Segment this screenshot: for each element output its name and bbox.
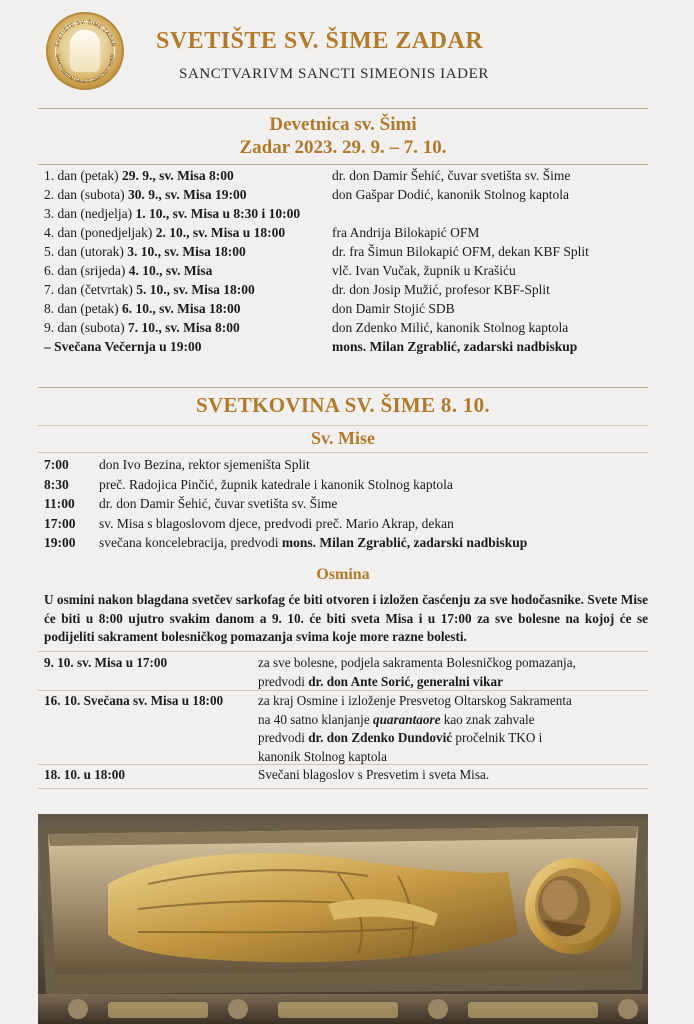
divider (38, 387, 648, 388)
event-line: za kraj Osmine i izloženje Presvetog Oltarskog Sakramenta (258, 693, 572, 708)
novena-row (44, 166, 648, 185)
novena-day-label: 1. dan (petak) (44, 168, 122, 183)
logo-text-bottom: SANCTVARIVM SANCTI SIMEONIS IADER (54, 54, 116, 85)
svg-text:SVETIŠTE SV. ŠIME ZADAR (54, 19, 116, 48)
novena-mass-time: 7. 10., sv. Misa 8:00 (127, 320, 240, 335)
novena-row (44, 299, 648, 318)
event-italic-term: quarantaore (373, 711, 441, 727)
mass-celebrant (99, 455, 310, 475)
mass-celebrant (99, 475, 453, 495)
novena-mass-time: 30. 9., sv. Misa 19:00 (127, 187, 247, 202)
novena-preacher: vlč. Ivan Vučak, župnik u Krašiću (332, 263, 516, 278)
novena-row (44, 318, 648, 337)
mass-row (44, 455, 648, 475)
mass-celebrant-bold: mons. Milan Zgrablić, zadarski nadbiskup (281, 535, 528, 550)
novena-row (44, 337, 648, 356)
event-celebrant: dr. don Zdenko Dundović (308, 730, 453, 745)
novena-mass-time: 4. 10., sv. Misa (128, 263, 213, 278)
novena-preacher: don Zdenko Milić, kanonik Stolnog kaptola (332, 320, 569, 335)
novena-mass-time: 29. 9., sv. Misa 8:00 (121, 168, 234, 183)
event-text: na 40 satno klanjanje (258, 711, 373, 727)
event-date: 16. 10. Svečana sv. Misa u 18:00 (44, 693, 224, 708)
sarcophagus-illustration (38, 814, 648, 1024)
novena-day-label: 3. dan (nedjelja) (44, 206, 136, 221)
novena-day (44, 223, 285, 242)
event-text: kao znak zahvale (440, 711, 535, 727)
novena-row (44, 185, 648, 204)
mass-time: 7:00 (44, 457, 69, 472)
novena-day-label: 4. dan (ponedjeljak) (44, 225, 156, 240)
mass-row (44, 475, 648, 495)
feast-title: SVETKOVINA SV. ŠIME 8. 10. (196, 393, 490, 417)
mass-text: sv. Misa s blagoslovom djece, predvodi preč. Mario Akrap, dekan (99, 515, 454, 531)
event-details (258, 654, 658, 691)
mass-text: don Ivo Bezina, rektor sjemeništa Split (99, 457, 310, 472)
mass-celebrant (99, 514, 454, 534)
divider (38, 651, 648, 652)
event-line (258, 711, 658, 730)
divider (38, 425, 648, 426)
divider (38, 164, 648, 165)
event-line (258, 729, 658, 748)
event-text: predvodi (258, 673, 309, 689)
devetnica-dates: Zadar 2023. 29. 9. – 7. 10. (239, 137, 447, 158)
event-date: 9. 10. sv. Misa u 17:00 (44, 655, 168, 670)
divider (38, 764, 648, 765)
novena-mass-time: 5. 10., sv. Misa 18:00 (136, 282, 255, 297)
novena-day (44, 280, 255, 299)
novena-preacher: dr. fra Šimun Bilokapić OFM, dekan KBF Split (332, 244, 589, 259)
mass-time: 8:30 (44, 476, 69, 492)
novena-row (44, 242, 648, 261)
novena-row (44, 261, 648, 280)
novena-day-label: 7. dan (četvrtak) (44, 282, 137, 297)
novena-day-label: 6. dan (srijeda) (44, 263, 129, 278)
novena-mass-time: 2. 10., sv. Misa u 18:00 (155, 225, 286, 240)
novena-preacher: dr. don Josip Mužić, profesor KBF-Split (332, 282, 550, 297)
devetnica-title: Devetnica sv. Šimi (269, 114, 417, 135)
novena-preacher: don Gašpar Dodić, kanonik Stolnog kaptola (332, 187, 569, 202)
event-line (258, 673, 658, 692)
novena-day-label: 5. dan (utorak) (44, 244, 128, 259)
divider (38, 690, 648, 691)
divider (38, 452, 648, 453)
logo-text-top: SVETIŠTE SV. ŠIME ZADAR (54, 19, 116, 48)
mass-row (44, 533, 648, 553)
novena-day (44, 318, 240, 337)
novena-day (44, 204, 300, 223)
event-line: kanonik Stolnog kaptola (258, 748, 387, 764)
novena-preacher: fra Andrija Bilokapić OFM (332, 225, 480, 240)
novena-day (44, 337, 202, 356)
page-title: SVETIŠTE SV. ŠIME ZADAR (156, 28, 484, 54)
mass-text: dr. don Damir Šehić, čuvar svetišta sv. Šime (99, 496, 338, 511)
page-subtitle: SANCTVARIVM SANCTI SIMEONIS IADER (179, 66, 489, 82)
mass-time: 17:00 (44, 515, 76, 531)
novena-mass-time: 1. 10., sv. Misa u 8:30 i 10:00 (135, 206, 301, 221)
novena-preacher: mons. Milan Zgrablić, zadarski nadbiskup (332, 339, 578, 354)
event-date: 18. 10. u 18:00 (44, 767, 125, 782)
divider (38, 108, 648, 109)
novena-mass-time: Svečana Večernja u 19:00 (54, 339, 202, 354)
mass-time: 11:00 (44, 496, 75, 511)
novena-row (44, 204, 648, 223)
novena-day-label: – (44, 339, 55, 354)
logo-ring-text (48, 14, 122, 88)
novena-day-label: 9. dan (subota) (44, 320, 128, 335)
mass-row (44, 514, 648, 534)
event-text: predvodi (258, 730, 309, 745)
mass-time: 19:00 (44, 535, 76, 550)
novena-day (44, 185, 247, 204)
novena-row (44, 223, 648, 242)
octave-title: Osmina (316, 566, 370, 583)
novena-row (44, 280, 648, 299)
novena-day (44, 299, 240, 318)
mass-celebrant (99, 494, 337, 514)
mass-row (44, 494, 648, 514)
svg-text:SANCTVARIVM SANCTI SIMEONIS IA (55, 53, 115, 84)
mass-celebrant (99, 533, 527, 553)
masses-title: Sv. Mise (310, 428, 375, 448)
novena-mass-time: 6. 10., sv. Misa 18:00 (121, 301, 241, 316)
sanctuary-logo (46, 12, 124, 90)
mass-text: preč. Radojica Pinčić, župnik katedrale i kanonik Stolnog kaptola (99, 476, 453, 492)
event-text: pročelnik TKO i (452, 730, 543, 745)
novena-day (44, 261, 212, 280)
mass-text: svečana koncelebracija, predvodi (99, 535, 282, 550)
sarcophagus-image (38, 814, 648, 1024)
event-celebrant: dr. don Ante Sorić, generalni vikar (308, 673, 503, 689)
divider (38, 788, 648, 789)
novena-schedule (44, 166, 648, 356)
octave-description: U osmini nakon blagdana svetčev sarkofag će biti otvoren i izložen časćenju za sve hodočasnike. Svete Mise će biti u 8:00 ujutro svakim danom a 9. 10. će biti sveta Misa i u 17:00 za sve bolesne na kojoj će se podijeliti sakrament bolesničkog pomazanja svima koje more razne bolesti. (44, 592, 648, 644)
mass-schedule (44, 455, 648, 553)
novena-day (44, 166, 234, 185)
event-line: Svečani blagoslov s Presvetim i sveta Misa. (258, 767, 490, 782)
novena-preacher: don Damir Stojić SDB (332, 301, 455, 316)
novena-day (44, 242, 246, 261)
novena-day-label: 8. dan (petak) (44, 301, 122, 316)
novena-mass-time: 3. 10., sv. Misa 18:00 (127, 244, 246, 259)
novena-day-label: 2. dan (subota) (44, 187, 128, 202)
novena-preacher: dr. don Damir Šehić, čuvar svetišta sv. Šime (332, 168, 571, 183)
event-details (258, 692, 658, 766)
event-line: za sve bolesne, podjela sakramenta Bolesničkog pomazanja, (258, 655, 576, 670)
